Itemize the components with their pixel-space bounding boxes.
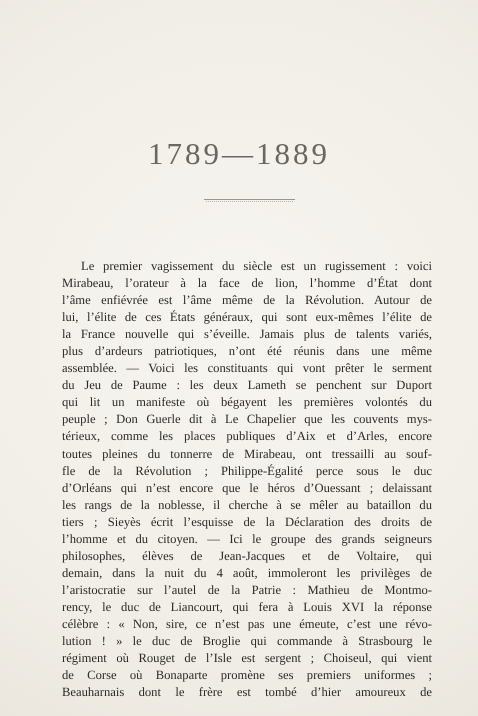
body-text xyxy=(62,258,432,701)
body-line: l’homme et du citoyen. — Ici le groupe des grands seigneurs xyxy=(62,531,432,546)
body-line: Beauharnais dont le frère est tombé d’hier amoureux de xyxy=(62,685,432,700)
body-line: térieux, comme les places publiques d’Aix et d’Arles, encore xyxy=(62,429,432,444)
body-line: fle de la Révolution ; Philippe-Égalité perce sous le duc xyxy=(62,463,432,478)
body-line: les rangs de la noblesse, il cherche à se mêler au bataillon du xyxy=(62,497,432,512)
body-line: du Jeu de Paume : les deux Lameth se penchent sur Duport xyxy=(62,378,432,393)
title-rule xyxy=(204,199,295,200)
body-line: lution ! » le duc de Broglie qui commande à Strasbourg le xyxy=(62,634,432,649)
body-line: peuple ; Don Guerle dit à Le Chapelier que les couvents mys- xyxy=(62,412,432,427)
body-line: philosophes, élèves de Jean-Jacques et de Voltaire, qui xyxy=(62,548,432,563)
page-title: 1789—1889 xyxy=(148,136,330,171)
body-line: toutes pleines du tonnerre de Mirabeau, ont tressailli au souf- xyxy=(62,446,432,461)
body-line: rency, le duc de Liancourt, qui fera à Louis XVI la réponse xyxy=(62,599,432,614)
body-line: plus d’ardeurs patriotiques, n’ont été réunis dans une même xyxy=(62,344,432,359)
body-line: qui lit un manifeste où bégayent les premières volontés du xyxy=(62,395,432,410)
body-line: l’âme enfiévrée est l’âme même de la Révolution. Autour de xyxy=(62,293,432,308)
body-line: régiment où Rouget de l’Isle est sergent ; Choiseul, qui vient xyxy=(62,651,432,666)
body-line: Le premier vagissement du siècle est un rugissement : voici xyxy=(81,259,432,273)
body-line: demain, dans la nuit du 4 août, immoleront les privilèges de xyxy=(62,565,432,580)
body-line: l’aristocratie sur l’autel de la Patrie : Mathieu de Montmo- xyxy=(62,582,432,597)
body-line: de Corse où Bonaparte promène ses premiers uniformes ; xyxy=(62,668,432,683)
body-line: la France nouvelle qui s’éveille. Jamais plus de talents variés, xyxy=(62,327,432,342)
body-line: célèbre : « Non, sire, ce n’est pas une émeute, c’est une révo- xyxy=(62,616,432,631)
body-line: assemblée. — Voici les constituants qui vont prêter le serment xyxy=(62,361,432,376)
body-line: tiers ; Sieyès écrit l’esquisse de la Déclaration des droits de xyxy=(62,514,432,529)
body-line: Mirabeau, l’orateur à la face de lion, l’homme d’État dont xyxy=(62,276,432,291)
body-line: lui, l’élite de ces États généraux, qui sont eux-mêmes l’élite de xyxy=(62,310,432,325)
body-line: d’Orléans qui n’est encore que le héros d’Ouessant ; delaissant xyxy=(62,480,432,495)
